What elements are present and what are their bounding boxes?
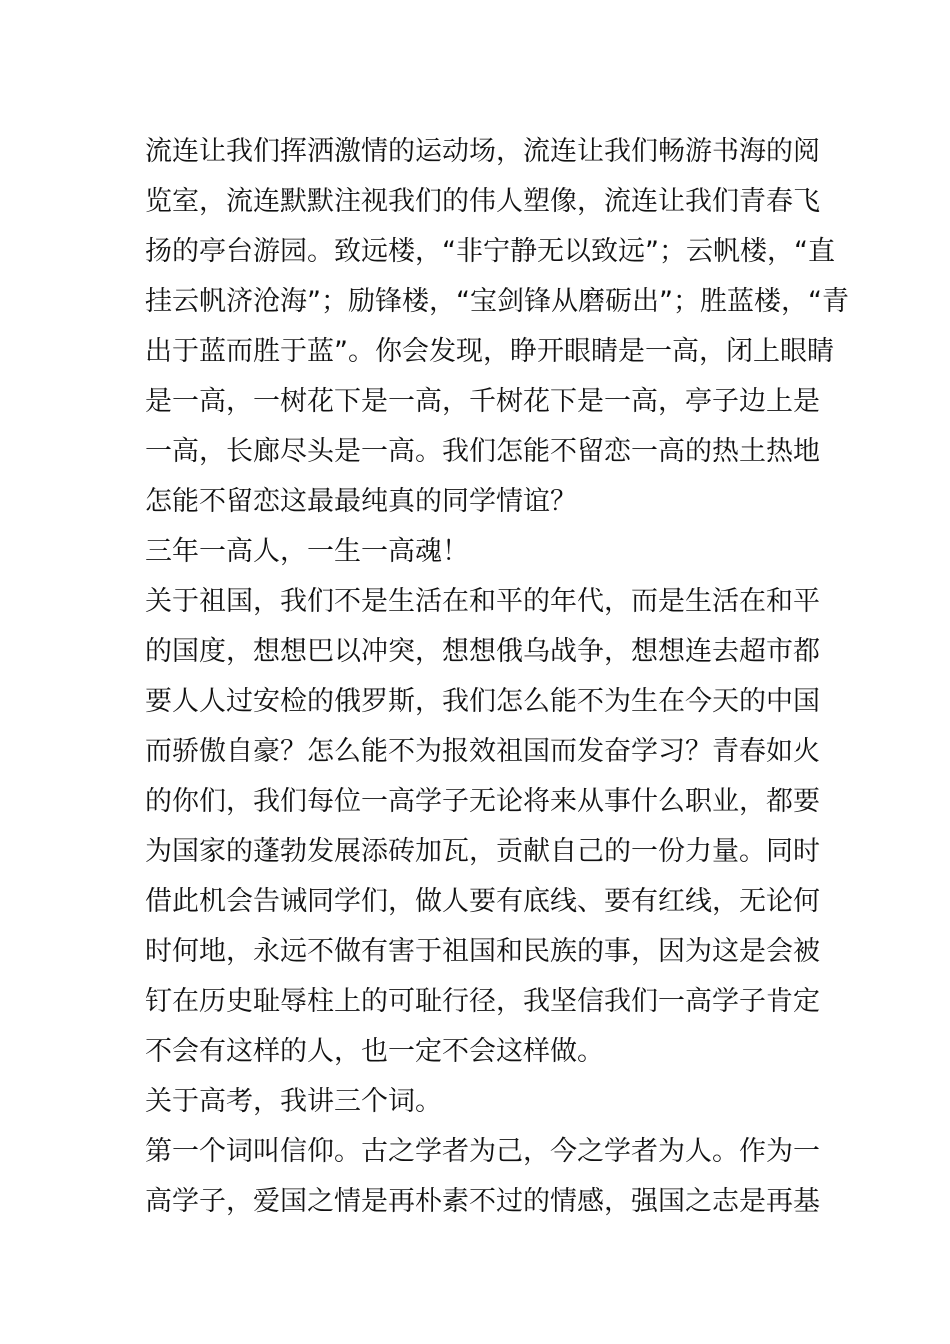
text-line: 而骄傲自豪？怎么能不为报效祖国而发奋学习？青春如火 [145, 736, 820, 767]
text-line: 钉在历史耻辱柱上的可耻行径，我坚信我们一高学子肯定 [145, 986, 820, 1017]
text-line: 览室，流连默默注视我们的伟人塑像，流连让我们青春飞 [145, 186, 820, 217]
text-line: 第一个词叫信仰。古之学者为己，今之学者为人。作为一 [145, 1136, 820, 1167]
text-line: 高学子，爱国之情是再朴素不过的情感，强国之志是再基 [145, 1186, 820, 1217]
text-line: 关于高考，我讲三个词。 [145, 1086, 442, 1117]
text-line: 出于蓝而胜于蓝”。你会发现，睁开眼睛是一高，闭上眼睛 [145, 336, 834, 367]
text-line: 时何地，永远不做有害于祖国和民族的事，因为这是会被 [145, 936, 820, 967]
text-line: 怎能不留恋这最最纯真的同学情谊？ [145, 486, 577, 517]
text-line: 一高，长廊尽头是一高。我们怎能不留恋一高的热土热地 [145, 436, 820, 467]
text-line: 挂云帆济沧海”；励锋楼，“宝剑锋从磨砺出”；胜蓝楼，“青 [145, 286, 849, 317]
text-line: 三年一高人，一生一高魂！ [145, 536, 469, 567]
text-line: 不会有这样的人，也一定不会这样做。 [145, 1036, 604, 1067]
text-line: 流连让我们挥洒激情的运动场，流连让我们畅游书海的阅 [145, 136, 820, 167]
text-line: 为国家的蓬勃发展添砖加瓦，贡献自己的一份力量。同时 [145, 836, 820, 867]
text-line: 借此机会告诫同学们，做人要有底线、要有红线，无论何 [145, 886, 820, 917]
text-line: 要人人过安检的俄罗斯，我们怎么能不为生在今天的中国 [145, 686, 820, 717]
text-line: 扬的亭台游园。致远楼，“非宁静无以致远”；云帆楼，“直 [145, 236, 835, 267]
text-line: 的国度，想想巴以冲突，想想俄乌战争，想想连去超市都 [145, 636, 820, 667]
body-text [145, 127, 849, 1227]
text-line: 的你们，我们每位一高学子无论将来从事什么职业，都要 [145, 786, 820, 817]
text-line: 是一高，一树花下是一高，千树花下是一高，亭子边上是 [145, 386, 820, 417]
text-line: 关于祖国，我们不是生活在和平的年代，而是生活在和平 [145, 586, 820, 617]
